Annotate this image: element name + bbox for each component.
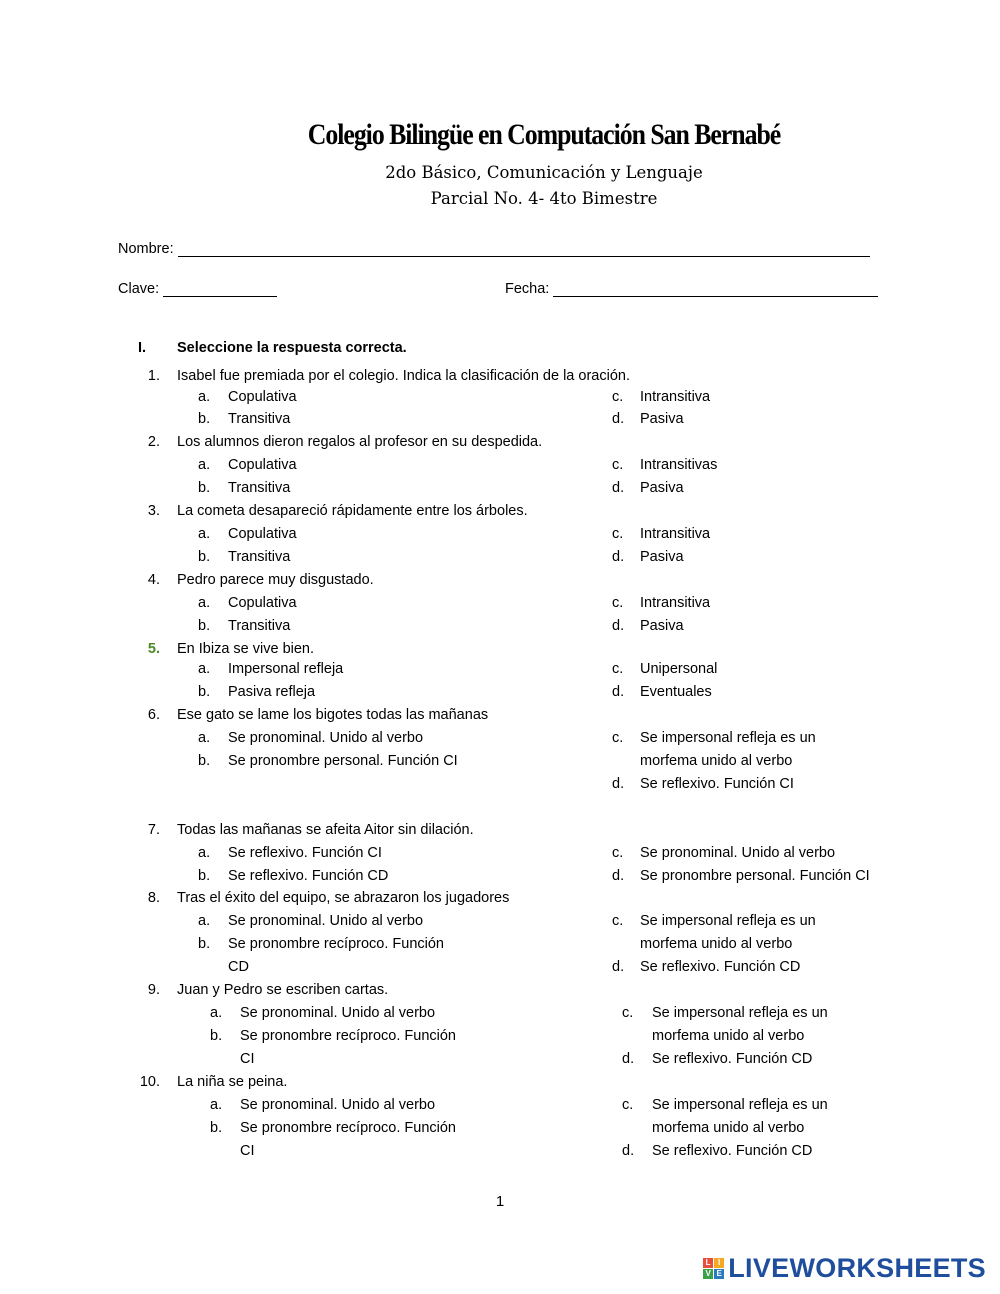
option-letter-a: a. — [198, 595, 211, 611]
option-letter-a: a. — [198, 457, 211, 473]
option-letter-b: b. — [198, 684, 211, 700]
option-c-continued[interactable]: morfema unido al verbo — [640, 936, 793, 952]
option-c[interactable]: Intransitiva — [640, 595, 711, 611]
clave-input-line[interactable] — [163, 282, 277, 297]
option-d[interactable]: Pasiva — [640, 549, 684, 565]
option-c[interactable]: Se pronominal. Unido al verbo — [640, 845, 836, 861]
option-d[interactable]: Eventuales — [640, 684, 712, 700]
option-d[interactable]: Pasiva — [640, 480, 684, 496]
question-text: Pedro parece muy disgustado. — [177, 572, 374, 588]
option-b[interactable]: Transitiva — [228, 549, 291, 565]
option-a[interactable]: Copulativa — [228, 389, 297, 405]
question-number: 9. — [147, 982, 160, 998]
option-letter-b: b. — [198, 411, 211, 427]
option-letter-d: d. — [612, 776, 625, 792]
option-letter-d: d. — [612, 959, 625, 975]
option-letter-b: b. — [198, 480, 211, 496]
option-c[interactable]: Se impersonal refleja es un — [652, 1097, 828, 1113]
nombre-label: Nombre: — [118, 241, 174, 257]
option-letter-d: d. — [612, 480, 625, 496]
option-letter-c: c. — [612, 595, 624, 611]
question-text: En Ibiza se vive bien. — [177, 641, 315, 657]
nombre-input-line[interactable] — [178, 242, 870, 257]
question-text: Isabel fue premiada por el colegio. Indica la clasificación de la oración. — [177, 368, 630, 384]
option-c[interactable]: Se impersonal refleja es un — [652, 1005, 828, 1021]
option-b-continued[interactable]: CI — [240, 1143, 255, 1159]
option-b[interactable]: Se pronombre recíproco. Función — [240, 1120, 456, 1136]
question-number: 10. — [139, 1074, 160, 1090]
option-a[interactable]: Impersonal refleja — [228, 661, 344, 677]
option-letter-b: b. — [198, 753, 211, 769]
option-letter-c: c. — [612, 661, 624, 677]
option-letter-d: d. — [622, 1143, 635, 1159]
option-d[interactable]: Se pronombre personal. Función CI — [640, 868, 870, 884]
option-b[interactable]: Se reflexivo. Función CD — [228, 868, 389, 884]
option-letter-a: a. — [198, 661, 211, 677]
option-letter-b: b. — [198, 549, 211, 565]
option-b-continued[interactable]: CI — [240, 1051, 255, 1067]
logo-letter: I — [714, 1258, 724, 1268]
option-a[interactable]: Se pronominal. Unido al verbo — [240, 1097, 436, 1113]
section-numeral: I. — [138, 340, 147, 356]
question-number: 8. — [147, 890, 160, 906]
option-letter-a: a. — [210, 1005, 223, 1021]
nombre-field — [118, 241, 870, 257]
option-letter-c: c. — [612, 526, 624, 542]
liveworksheets-logo — [703, 1253, 986, 1284]
option-d[interactable]: Se reflexivo. Función CD — [652, 1051, 813, 1067]
option-letter-c: c. — [612, 845, 624, 861]
option-c[interactable]: Se impersonal refleja es un — [640, 913, 816, 929]
option-b[interactable]: Transitiva — [228, 618, 291, 634]
section-heading: Seleccione la respuesta correcta. — [177, 340, 407, 356]
option-a[interactable]: Se pronominal. Unido al verbo — [240, 1005, 436, 1021]
option-a[interactable]: Se pronominal. Unido al verbo — [228, 730, 424, 746]
option-letter-b: b. — [210, 1120, 223, 1136]
option-letter-c: c. — [612, 389, 624, 405]
option-d[interactable]: Se reflexivo. Función CI — [640, 776, 794, 792]
fecha-input-line[interactable] — [553, 282, 878, 297]
question-text: Juan y Pedro se escriben cartas. — [177, 982, 389, 998]
option-d[interactable]: Pasiva — [640, 411, 684, 427]
logo-text: LIVEWORKSHEETS — [728, 1253, 986, 1283]
question-number: 5. — [147, 641, 160, 657]
question-number: 4. — [147, 572, 160, 588]
option-letter-c: c. — [612, 730, 624, 746]
option-letter-b: b. — [198, 868, 211, 884]
option-letter-a: a. — [198, 913, 211, 929]
option-c-continued[interactable]: morfema unido al verbo — [652, 1120, 805, 1136]
option-letter-d: d. — [612, 684, 625, 700]
option-a[interactable]: Copulativa — [228, 526, 297, 542]
question-text: Todas las mañanas se afeita Aitor sin dilación. — [177, 822, 474, 838]
option-letter-b: b. — [198, 936, 211, 952]
option-letter-d: d. — [612, 411, 625, 427]
logo-letter: V — [703, 1269, 713, 1279]
document-subtitle-2: Parcial No. 4- 4to Bimestre — [430, 189, 658, 208]
question-number: 3. — [147, 503, 160, 519]
option-letter-a: a. — [198, 389, 211, 405]
logo-letter: L — [703, 1258, 713, 1268]
option-letter-c: c. — [622, 1097, 634, 1113]
option-b-continued[interactable]: CD — [228, 959, 249, 975]
option-letter-a: a. — [198, 526, 211, 542]
fecha-field — [505, 281, 878, 297]
option-b[interactable]: Pasiva refleja — [228, 684, 316, 700]
option-a[interactable]: Se pronominal. Unido al verbo — [228, 913, 424, 929]
question-text: La cometa desapareció rápidamente entre los árboles. — [177, 503, 528, 519]
option-c[interactable]: Unipersonal — [640, 661, 718, 677]
option-b[interactable]: Transitiva — [228, 480, 291, 496]
option-b[interactable]: Se pronombre personal. Función CI — [228, 753, 458, 769]
question-text: La niña se peina. — [177, 1074, 288, 1090]
option-c-continued[interactable]: morfema unido al verbo — [640, 753, 793, 769]
document-subtitle: 2do Básico, Comunicación y Lenguaje — [385, 163, 703, 182]
option-d[interactable]: Pasiva — [640, 618, 684, 634]
option-letter-d: d. — [612, 618, 625, 634]
question-number: 2. — [147, 434, 160, 450]
option-b[interactable]: Se pronombre recíproco. Función — [240, 1028, 456, 1044]
option-a[interactable]: Copulativa — [228, 457, 297, 473]
question-number: 6. — [147, 707, 160, 723]
option-letter-a: a. — [198, 730, 211, 746]
option-a[interactable]: Copulativa — [228, 595, 297, 611]
option-c-continued[interactable]: morfema unido al verbo — [652, 1028, 805, 1044]
option-c[interactable]: Intransitivas — [640, 457, 718, 473]
logo-icon — [703, 1258, 724, 1279]
option-c[interactable]: Intransitiva — [640, 389, 711, 405]
option-letter-c: c. — [612, 913, 624, 929]
page-number: 1 — [495, 1193, 505, 1210]
question-number: 1. — [147, 368, 160, 384]
option-c[interactable]: Se impersonal refleja es un — [640, 730, 816, 746]
option-letter-a: a. — [210, 1097, 223, 1113]
logo-letter: E — [714, 1269, 724, 1279]
document-title: Colegio Bilingüe en Computación San Bernabé — [307, 118, 781, 151]
option-b[interactable]: Transitiva — [228, 411, 291, 427]
question-number: 7. — [147, 822, 160, 838]
option-letter-a: a. — [198, 845, 211, 861]
question-text: Ese gato se lame los bigotes todas las mañanas — [177, 707, 489, 723]
option-d[interactable]: Se reflexivo. Función CD — [640, 959, 801, 975]
question-text: Tras el éxito del equipo, se abrazaron los jugadores — [177, 890, 510, 906]
option-d[interactable]: Se reflexivo. Función CD — [652, 1143, 813, 1159]
clave-label: Clave: — [118, 281, 160, 297]
option-letter-d: d. — [612, 549, 625, 565]
question-text: Los alumnos dieron regalos al profesor en su despedida. — [177, 434, 543, 450]
option-c[interactable]: Intransitiva — [640, 526, 711, 542]
option-letter-d: d. — [622, 1051, 635, 1067]
option-a[interactable]: Se reflexivo. Función CI — [228, 845, 382, 861]
option-letter-b: b. — [198, 618, 211, 634]
option-b[interactable]: Se pronombre recíproco. Función — [228, 936, 444, 952]
clave-field — [118, 281, 277, 297]
option-letter-b: b. — [210, 1028, 223, 1044]
fecha-label: Fecha: — [505, 281, 550, 297]
option-letter-c: c. — [612, 457, 624, 473]
option-letter-c: c. — [622, 1005, 634, 1021]
option-letter-d: d. — [612, 868, 625, 884]
